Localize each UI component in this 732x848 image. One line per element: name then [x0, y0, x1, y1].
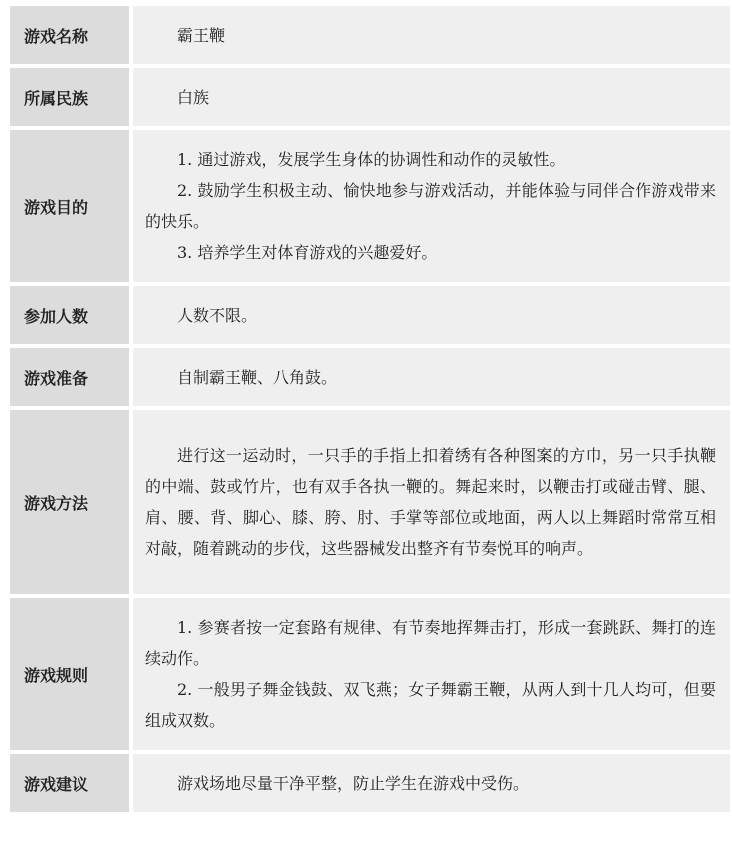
content-paragraph: 3. 培养学生对体育游戏的兴趣爱好。: [177, 243, 438, 262]
row-label: 游戏名称: [10, 6, 129, 64]
row-label: 游戏方法: [10, 410, 129, 594]
table-row-method: [10, 410, 730, 594]
table-row-participants: [10, 286, 730, 344]
row-content: [133, 410, 730, 594]
row-content: [133, 68, 730, 126]
content-paragraph: 1. 通过游戏，发展学生身体的协调性和动作的灵敏性。: [177, 150, 566, 169]
content-paragraph: 游戏场地尽量干净平整，防止学生在游戏中受伤。: [177, 773, 530, 793]
row-content: [133, 598, 730, 750]
content-paragraph: 白族: [177, 87, 210, 107]
table-row-suggestion: [10, 754, 730, 812]
row-content: [133, 754, 730, 812]
row-content: [133, 286, 730, 344]
content-paragraph: 自制霸王鞭、八角鼓。: [177, 367, 338, 387]
row-label: 游戏目的: [10, 130, 129, 282]
content-paragraph: 进行这一运动时，一只手的手指上扣着绣有各种图案的方巾，另一只手执鞭的中端、鼓或竹片，也有双手各执一鞭的。舞起来时，以鞭击打或碰击臂、腿、肩、腰、背、脚心、膝、胯、肘、手掌等部位或地面，两人以上舞蹈时常常互相对敲，随着跳动的步伐，这些器械发出整齐有节奏悦耳的响声。: [145, 446, 716, 558]
row-content: [133, 130, 730, 282]
content-paragraph: 2. 鼓励学生积极主动、愉快地参与游戏活动，并能体验与同伴合作游戏带来的快乐。: [145, 181, 716, 231]
content-paragraph: 人数不限。: [177, 305, 258, 325]
row-label: 参加人数: [10, 286, 129, 344]
content-paragraph: 1. 参赛者按一定套路有规律、有节奏地挥舞击打，形成一套跳跃、舞打的连续动作。: [145, 618, 716, 668]
row-label: 游戏准备: [10, 348, 129, 406]
row-label: 游戏建议: [10, 754, 129, 812]
row-label: 所属民族: [10, 68, 129, 126]
game-info-table: [10, 6, 730, 816]
row-content: [133, 348, 730, 406]
content-paragraph: 2. 一般男子舞金钱鼓、双飞燕；女子舞霸王鞭，从两人到十几人均可，但要组成双数。: [145, 680, 716, 730]
content-paragraph: 霸王鞭: [177, 25, 226, 45]
row-label: 游戏规则: [10, 598, 129, 750]
table-row-rules: [10, 598, 730, 750]
table-row-preparation: [10, 348, 730, 406]
row-content: [133, 6, 730, 64]
table-row-name: [10, 6, 730, 64]
table-row-purpose: [10, 130, 730, 282]
table-row-ethnicity: [10, 68, 730, 126]
